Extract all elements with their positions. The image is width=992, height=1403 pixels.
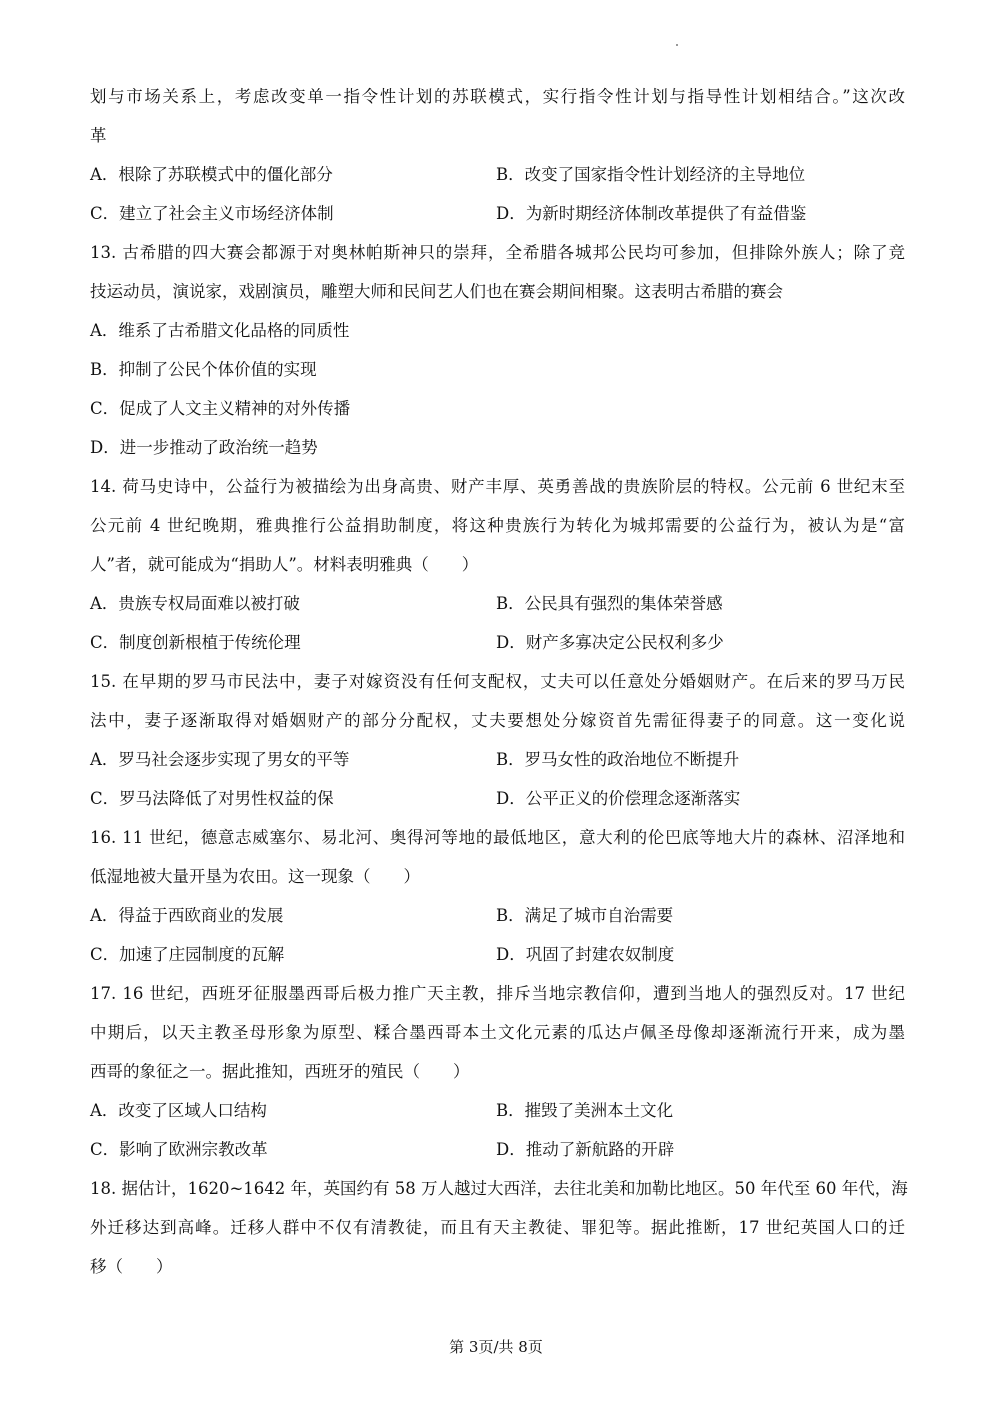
scan-dot (676, 44, 678, 46)
question-15-line-1: 15. 在早期的罗马市民法中，妻子对嫁资没有任何支配权，丈夫可以任意处分婚姻财产。在后来的罗马万民 (90, 672, 905, 691)
question-12-line-2: 革 (90, 126, 107, 145)
q12-option-a: A．根除了苏联模式中的僵化部分 (90, 165, 333, 184)
question-17-line-2: 中期后，以天主教圣母形象为原型、糅合墨西哥本土文化元素的瓜达卢佩圣母像却逐渐流行开来，成为墨 (90, 1023, 905, 1042)
q15-option-a: A．罗马社会逐步实现了男女的平等 (90, 750, 350, 769)
question-17-line-3: 西哥的象征之一。据此推知，西班牙的殖民（ ） (90, 1062, 470, 1081)
q14-option-c: C．制度创新根植于传统伦理 (90, 633, 301, 652)
q17-option-a: A．改变了区域人口结构 (90, 1101, 267, 1120)
q15-option-c: C．罗马法降低了对男性权益的保 (90, 789, 334, 808)
question-12-line-1: 划与市场关系上，考虑改变单一指令性计划的苏联模式，实行指令性计划与指导性计划相结合。”这次改 (90, 87, 905, 106)
q12-option-c: C．建立了社会主义市场经济体制 (90, 204, 334, 223)
question-16-line-1: 16. 11 世纪，德意志威塞尔、易北河、奥得河等地的最低地区，意大利的伦巴底等地大片的森林、沼泽地和 (90, 828, 905, 847)
page-number: 第 3页/共 8页 (449, 1338, 543, 1356)
q13-option-b: B．抑制了公民个体价值的实现 (90, 360, 317, 379)
question-17-line-1: 17. 16 世纪，西班牙征服墨西哥后极力推广天主教，排斥当地宗教信仰，遭到当地人的强烈反对。17 世纪 (90, 984, 905, 1003)
question-15-line-2: 法中，妻子逐渐取得对婚姻财产的部分分配权，丈夫要想处分嫁资首先需征得妻子的同意。这一变化说 (90, 711, 905, 730)
q17-option-c: C．影响了欧洲宗教改革 (90, 1140, 268, 1159)
q12-option-b: B．改变了国家指令性计划经济的主导地位 (496, 165, 806, 184)
question-14-line-2: 公元前 4 世纪晚期，雅典推行公益捐助制度，将这种贵族行为转化为城邦需要的公益行为，被认为是“富 (90, 516, 905, 535)
q16-option-b: B．满足了城市自治需要 (496, 906, 674, 925)
question-14-line-1: 14. 荷马史诗中，公益行为被描绘为出身高贵、财产丰厚、英勇善战的贵族阶层的特权。公元前 6 世纪末至 (90, 477, 905, 496)
q14-option-d: D．财产多寡决定公民权利多少 (496, 633, 724, 652)
q16-option-a: A．得益于西欧商业的发展 (90, 906, 284, 925)
q15-option-b: B．罗马女性的政治地位不断提升 (496, 750, 740, 769)
q13-option-a: A．维系了古希腊文化品格的同质性 (90, 321, 350, 340)
q12-option-d: D．为新时期经济体制改革提供了有益借鉴 (496, 204, 807, 223)
q13-option-c: C．促成了人文主义精神的对外传播 (90, 399, 351, 418)
q16-option-c: C．加速了庄园制度的瓦解 (90, 945, 285, 964)
q16-option-d: D．巩固了封建农奴制度 (496, 945, 675, 964)
question-13-line-2: 技运动员，演说家，戏剧演员，雕塑大师和民间艺人们也在赛会期间相聚。这表明古希腊的赛会 (90, 282, 783, 301)
q13-option-d: D．进一步推动了政治统一趋势 (90, 438, 318, 457)
q15-option-d: D．公平正义的价偿理念逐渐落实 (496, 789, 741, 808)
q14-option-a: A．贵族专权局面难以被打破 (90, 594, 300, 613)
question-14-line-3: 人”者，就可能成为“捐助人”。材料表明雅典（ ） (90, 555, 479, 574)
question-18-line-1: 18. 据估计，1620~1642 年，英国约有 58 万人越过大西洋，去往北美和加勒比地区。50 年代至 60 年代，海 (90, 1179, 908, 1198)
question-13-line-1: 13. 古希腊的四大赛会都源于对奥林帕斯神只的崇拜，全希腊各城邦公民均可参加，但排除外族人；除了竞 (90, 243, 905, 262)
q14-option-b: B．公民具有强烈的集体荣誉感 (496, 594, 723, 613)
question-18-line-2: 外迁移达到高峰。迁移人群中不仅有清教徒，而且有天主教徒、罪犯等。据此推断，17 世纪英国人口的迁 (90, 1218, 905, 1237)
q17-option-d: D．推动了新航路的开辟 (496, 1140, 675, 1159)
q17-option-b: B．摧毁了美洲本土文化 (496, 1101, 674, 1120)
question-18-line-3: 移（ ） (90, 1257, 173, 1276)
question-16-line-2: 低湿地被大量开垦为农田。这一现象（ ） (90, 867, 420, 886)
